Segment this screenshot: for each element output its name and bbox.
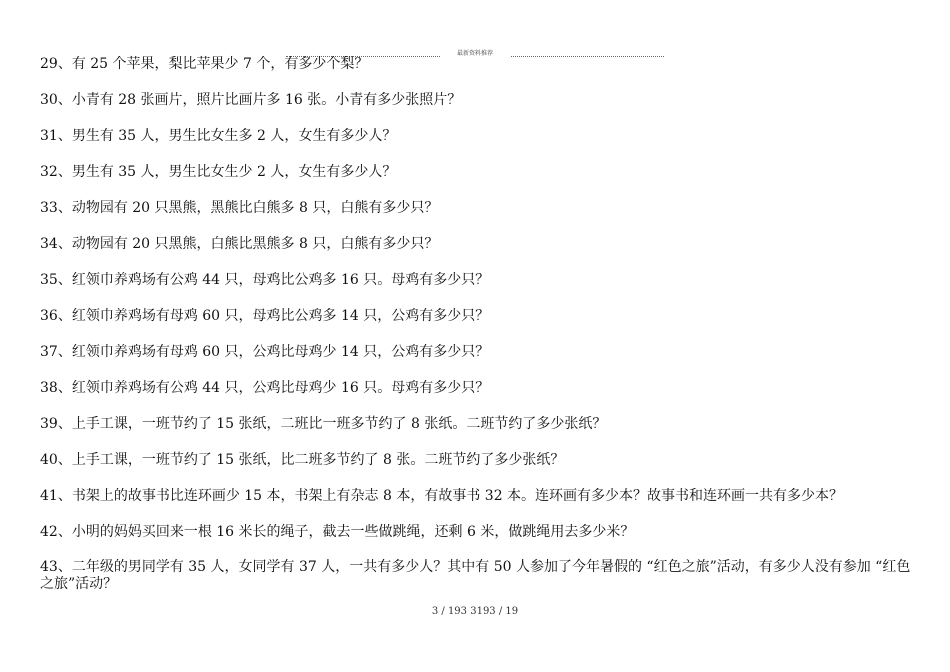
- question-item: 38、红领巾养鸡场有公鸡 44 只，公鸡比母鸡少 16 只。母鸡有多少只？: [40, 380, 490, 396]
- question-item: 34、动物园有 20 只黑熊，白熊比黑熊多 8 只，白熊有多少只？: [40, 236, 439, 252]
- question-item: 37、红领巾养鸡场有母鸡 60 只，公鸡比母鸡少 14 只，公鸡有多少只？: [40, 344, 490, 360]
- question-item: 39、上手工课，一班节约了 15 张纸，二班比一班多节约了 8 张纸。二班节约了多少张纸？: [40, 416, 607, 432]
- question-list: [40, 55, 920, 611]
- question-item: 35、红领巾养鸡场有公鸡 44 只，母鸡比公鸡多 16 只。母鸡有多少只？: [40, 272, 490, 288]
- page-number: 3 / 193 3193 / 19: [431, 606, 519, 617]
- question-item: 32、男生有 35 人，男生比女生少 2 人，女生有多少人？: [40, 164, 397, 180]
- question-item: 30、小青有 28 张画片，照片比画片多 16 张。小青有多少张照片？: [40, 92, 462, 108]
- question-item: 36、红领巾养鸡场有母鸡 60 只，母鸡比公鸡多 14 只，公鸡有多少只？: [40, 308, 490, 324]
- question-item: 43、二年级的男同学有 35 人，女同学有 37 人，一共有多少人？其中有 50 人参加了今年暑假的 “红色之旅”活动，有多少人没有参加 “红色之旅”活动？: [40, 559, 911, 592]
- question-item: 31、男生有 35 人，男生比女生多 2 人，女生有多少人？: [40, 128, 397, 144]
- question-item: 40、上手工课，一班节约了 15 张纸，比二班多节约了 8 张。二班节约了多少张纸？: [40, 452, 565, 468]
- question-item: 29、有 25 个苹果，梨比苹果少 7 个，有多少个梨？: [40, 56, 369, 72]
- page-header: 最新资料推荐: [440, 50, 510, 58]
- question-item: 42、小明的妈妈买回来一根 16 米长的绳子，截去一些做跳绳，还剩 6 米，做跳绳用去多少米？: [40, 524, 635, 540]
- question-item: 33、动物园有 20 只黑熊，黑熊比白熊多 8 只，白熊有多少只？: [40, 200, 439, 216]
- question-item: 41、书架上的故事书比连环画少 15 本，书架上有杂志 8 本，有故事书 32 本。连环画有多少本？故事书和连环画一共有多少本？: [40, 488, 844, 504]
